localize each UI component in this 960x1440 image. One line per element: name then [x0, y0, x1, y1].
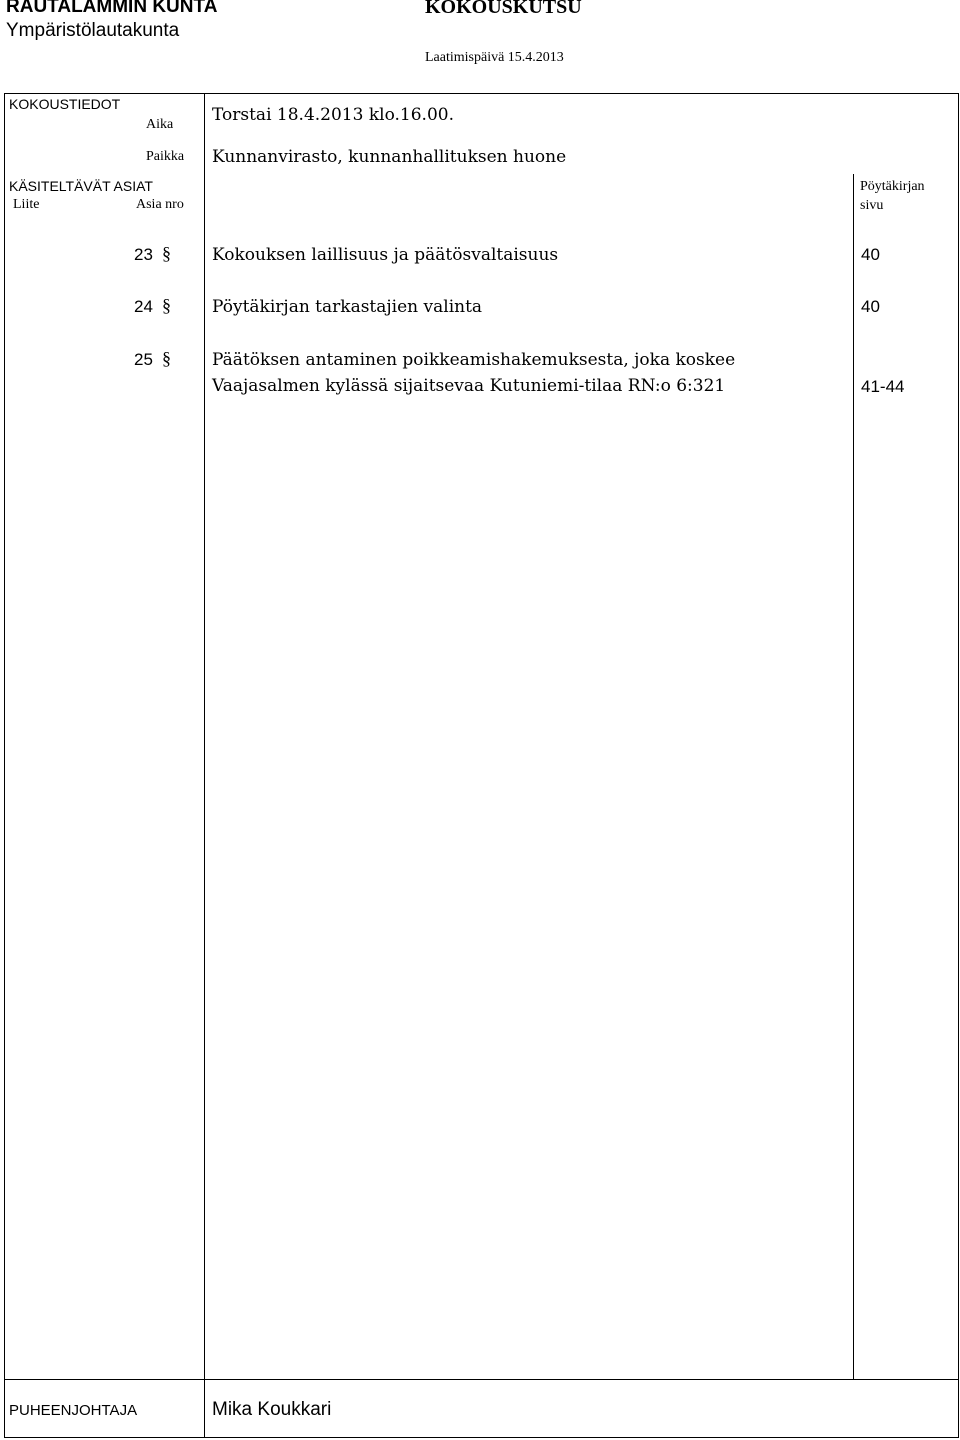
chair-name: Mika Koukkari	[212, 1399, 332, 1420]
created-date: Laatimispäivä 15.4.2013	[425, 50, 564, 65]
agenda-label: KÄSITELTÄVÄT ASIAT	[9, 178, 153, 194]
time-value: Torstai 18.4.2013 klo.16.00.	[212, 105, 454, 125]
time-label: Aika	[146, 117, 174, 132]
place-value: Kunnanvirasto, kunnanhallituksen huone	[212, 147, 567, 167]
page-column-label-2: sivu	[860, 198, 884, 213]
meeting-info-label: KOKOUSTIEDOT	[9, 96, 121, 112]
board-name: Ympäristölautakunta	[6, 20, 180, 41]
item-page: 40	[861, 245, 880, 264]
item-number: 24	[134, 297, 153, 316]
item-title-line-1: Päätöksen antaminen poikkeamishakemuksesta, joka koskee	[212, 350, 736, 370]
chair-label: PUHEENJOHTAJA	[9, 1402, 138, 1419]
section-symbol: §	[162, 348, 171, 368]
page-column-label: Pöytäkirjan	[860, 179, 925, 194]
place-label: Paikka	[146, 149, 185, 164]
item-number-column-label: Asia nro	[136, 197, 184, 212]
item-page: 40	[861, 297, 880, 316]
item-number: 23	[134, 245, 153, 264]
section-symbol: §	[162, 243, 171, 263]
attachment-column-label: Liite	[13, 197, 40, 212]
section-symbol: §	[162, 295, 171, 315]
item-page: 41-44	[861, 377, 905, 396]
item-title: Kokouksen laillisuus ja päätösvaltaisuus	[212, 245, 559, 265]
municipality-name: RAUTALAMMIN KUNTA	[6, 0, 218, 17]
item-title: Pöytäkirjan tarkastajien valinta	[212, 297, 483, 317]
item-title-line-2: Vaajasalmen kylässä sijaitsevaa Kutuniemi-tilaa RN:o 6:321	[212, 376, 726, 396]
item-number: 25	[134, 350, 153, 369]
document-type: KOKOUSKUTSU	[425, 0, 582, 18]
